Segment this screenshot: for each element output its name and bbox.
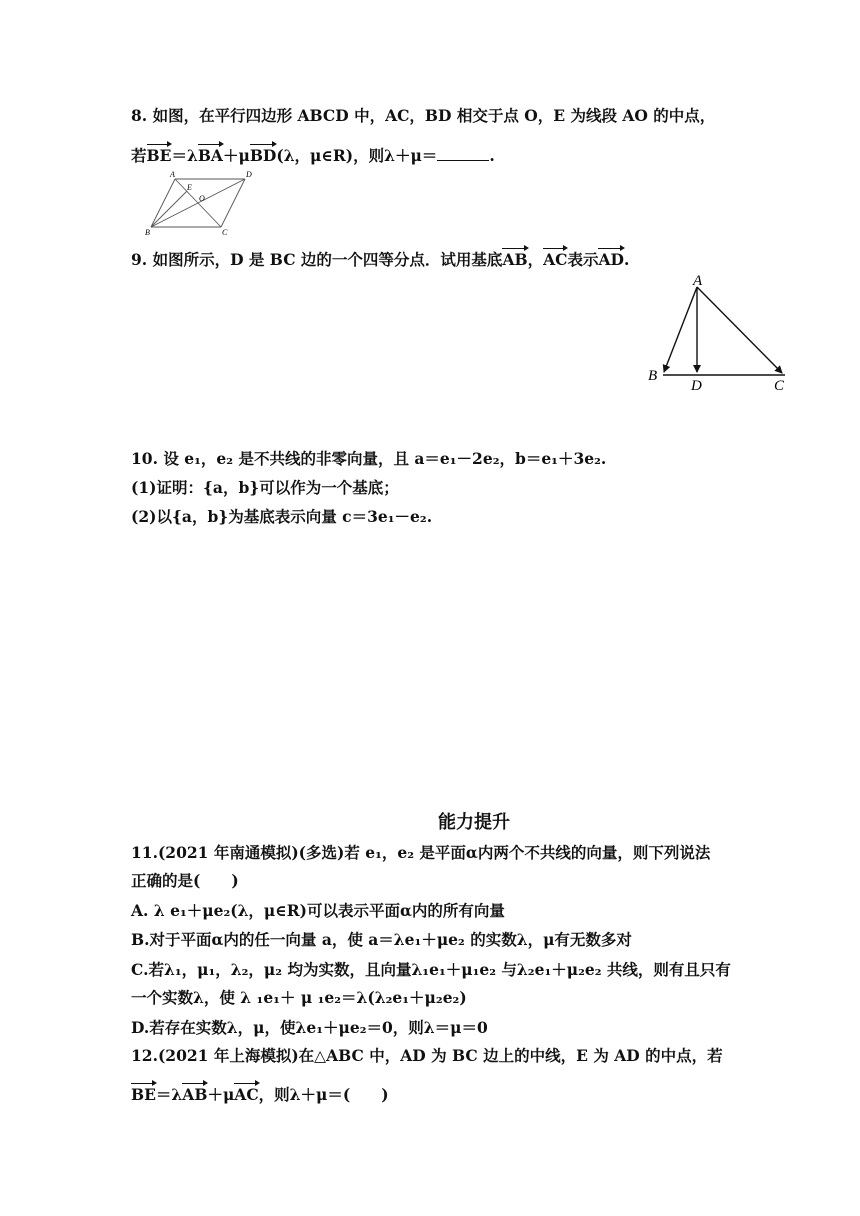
vector-ad: AD: [598, 250, 624, 269]
q11-option-d: D.若存在实数λ，μ，使λe₁＋μe₂＝0，则λ＝μ＝0: [131, 1018, 488, 1037]
fig9-label-b: B: [648, 368, 658, 384]
q12-line2: [131, 1085, 389, 1105]
q9-text: 9. 如图所示，D 是 BC 边的一个四等分点．试用基底: [131, 250, 503, 269]
q11-option-c-line2: 一个实数λ，使 λ ₁e₁＋ μ ₁e₂＝λ(λ₂e₁＋μ₂e₂): [131, 988, 467, 1007]
vector-be-q12: BE: [131, 1085, 156, 1104]
q8-line2: [131, 146, 495, 166]
vector-ab: AB: [502, 250, 528, 269]
q8-line1: 8. 如图，在平行四边形 ABCD 中，AC，BD 相交于点 O，E 为线段 AO 的中点，: [131, 106, 716, 125]
q12-eq: ＝λ: [155, 1085, 183, 1104]
q8-condition: (λ，μ∈R)，则λ＋μ＝: [276, 146, 438, 165]
vector-bd: BD: [249, 146, 277, 165]
vector-ac-q12: AC: [234, 1085, 259, 1104]
fig8-label-b: B: [145, 228, 150, 237]
q10-line3: (2)以{a，b}为基底表示向量 c＝3e₁－e₂.: [131, 507, 433, 526]
fig8-label-a: A: [170, 170, 175, 179]
q8-end: .: [489, 146, 495, 165]
q10-line1: 10. 设 e₁，e₂ 是不共线的非零向量，且 a＝e₁－2e₂，b＝e₁＋3e₂.: [131, 449, 607, 468]
vector-ac: AC: [543, 250, 568, 269]
q8-eq: ＝λ: [171, 146, 198, 165]
triangle-figure: [645, 273, 795, 395]
q9-end: .: [623, 250, 630, 269]
fig8-label-e: E: [187, 183, 192, 192]
q10-line2: (1)证明：{a，b}可以作为一个基底；: [131, 478, 399, 497]
q11-line1: 11.(2021 年南通模拟)(多选)若 e₁，e₂ 是平面α内两个不共线的向量，则下列说法: [131, 843, 711, 862]
q9-comma: ，: [527, 250, 544, 269]
fig9-label-c: C: [774, 378, 785, 394]
q8-plus: ＋μ: [222, 146, 250, 165]
parallelogram-figure: [143, 169, 275, 237]
section-heading: 能力提升: [438, 812, 510, 833]
vector-ba: BA: [197, 146, 223, 165]
q11-option-a: A. λ e₁＋μe₂(λ，μ∈R)可以表示平面α内的所有向量: [131, 901, 505, 920]
vector-ab-q12: AB: [182, 1085, 208, 1104]
vector-be: BE: [146, 146, 172, 165]
q9-mid: 表示: [567, 250, 599, 269]
fig9-label-a: A: [693, 273, 703, 289]
answer-blank: [437, 146, 489, 161]
fig9-label-d: D: [691, 378, 702, 394]
q8-if: 若: [131, 146, 147, 165]
q12-plus: ＋μ: [207, 1085, 235, 1104]
q12-post: ，则λ＋μ＝( ): [258, 1085, 389, 1104]
q11-option-c-line1: C.若λ₁，μ₁，λ₂，μ₂ 均为实数，且向量λ₁e₁＋μ₁e₂ 与λ₂e₁＋μ₂e₂ 共线，则有且只有: [131, 960, 731, 979]
q9-line: [131, 250, 629, 270]
q11-line2: 正确的是( ): [131, 871, 239, 890]
q11-option-b: B.对于平面α内的任一向量 a，使 a＝λe₁＋μe₂ 的实数λ，μ有无数多对: [131, 930, 632, 949]
fig8-label-c: C: [222, 228, 228, 237]
q12-line1: 12.(2021 年上海模拟)在△ABC 中，AD 为 BC 边上的中线，E 为 AD 的中点，若: [131, 1046, 723, 1065]
fig8-label-o: O: [199, 194, 205, 203]
fig8-label-d: D: [246, 170, 252, 179]
